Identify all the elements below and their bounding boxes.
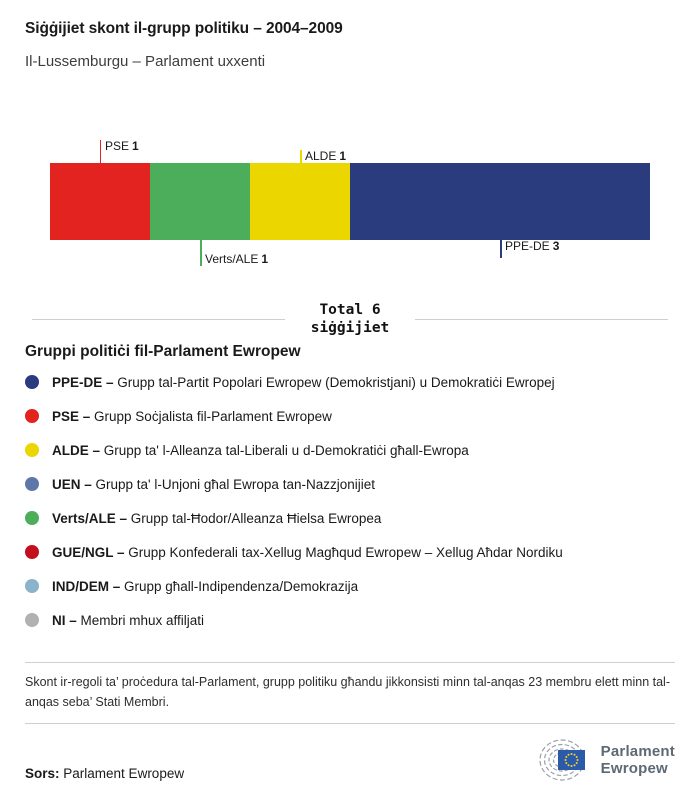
- callout-tick: [300, 150, 302, 163]
- total-label-line2: siġġijiet: [310, 319, 390, 336]
- legend-item-verts-ale: [25, 510, 675, 529]
- divider-left: [32, 319, 285, 320]
- page-title: Siġġijiet skont il-grupp politiku – 2004–2009: [25, 20, 343, 37]
- callout-label: PSE 1: [104, 139, 139, 153]
- legend-item-ppe-de: [25, 374, 675, 393]
- logo-line2: Ewropew: [600, 760, 668, 778]
- legend-item-uen: [25, 476, 675, 495]
- divider-right: [415, 319, 668, 320]
- legend-item-label: PSE – Grupp Soċjalista fil-Parlament Ewropew: [52, 409, 332, 425]
- legend-color-dot: [25, 409, 39, 423]
- legend-item-label: PPE-DE – Grupp tal-Partit Popolari Ewropew (Demokristjani) u Demokratiċi Ewropej: [52, 375, 555, 391]
- source-label: Sors:: [25, 766, 60, 782]
- total-label-line1: Total 6: [319, 302, 381, 318]
- page-subtitle: Il-Lussemburgu – Parlament uxxenti: [25, 53, 266, 70]
- footer: [25, 724, 675, 783]
- legend-item-gue-ngl: [25, 544, 675, 563]
- callout-label: PPE-DE 3: [505, 239, 560, 253]
- callout-label: Verts/ALE 1: [205, 252, 269, 266]
- legend-item-ni: [25, 612, 675, 631]
- footnote: Skont ir-regoli ta’ proċedura tal-Parlament, grupp politiku għandu jikkonsisti minn tal-anqas 23 membru elett minn tal-anqas seba’ Stati Membri.: [25, 662, 675, 724]
- legend-item-label: NI – Membri mhux affiljati: [52, 613, 205, 629]
- total-label: [285, 302, 416, 337]
- hemicycle-icon: [538, 737, 592, 783]
- legend-item-label: GUE/NGL – Grupp Konfederali tax-Xellug Magħqud Ewropew – Xellug Aħdar Nordiku: [52, 545, 563, 561]
- logo-wordmark: [601, 743, 675, 778]
- legend-color-dot: [25, 613, 39, 627]
- bar-segment-alde: [250, 163, 350, 240]
- legend-color-dot: [25, 477, 39, 491]
- legend-item-pse: [25, 408, 675, 427]
- legend-item-label: UEN – Grupp ta' l-Unjoni għal Ewropa tan-Nazzjonijiet: [52, 477, 375, 493]
- legend-color-dot: [25, 375, 39, 389]
- stacked-bar: [50, 139, 650, 266]
- source-value: Parlament Ewropew: [63, 766, 185, 782]
- callout-label: ALDE 1: [305, 149, 347, 163]
- total-band: [32, 302, 668, 337]
- callout-tick: [100, 140, 102, 163]
- callout-tick: [200, 240, 202, 266]
- legend-item-alde: [25, 442, 675, 461]
- legend-item-label: Verts/ALE – Grupp tal-Ħodor/Alleanza Ħielsa Ewropea: [52, 511, 382, 527]
- legend-color-dot: [25, 545, 39, 559]
- seat-chart: [25, 123, 675, 268]
- logo-line1: Parlament: [600, 742, 675, 760]
- bar-segment-verts-ale: [150, 163, 250, 240]
- bar-segment-pse: [50, 163, 150, 240]
- bar-segment-ppe-de: [350, 163, 650, 240]
- callout-tick: [500, 240, 502, 258]
- legend-heading: Gruppi politiċi fil-Parlament Ewropew: [25, 343, 301, 361]
- legend-color-dot: [25, 443, 39, 457]
- legend-item-ind-dem: [25, 578, 675, 597]
- european-parliament-logo: [538, 737, 675, 783]
- legend-color-dot: [25, 579, 39, 593]
- legend-item-label: ALDE – Grupp ta' l-Alleanza tal-Liberali u d-Demokratiċi għall-Ewropa: [52, 443, 469, 459]
- legend-item-label: IND/DEM – Grupp għall-Indipendenza/Demokrazija: [52, 579, 359, 595]
- legend-color-dot: [25, 511, 39, 525]
- source-line: [25, 766, 184, 783]
- legend-list: [25, 374, 675, 631]
